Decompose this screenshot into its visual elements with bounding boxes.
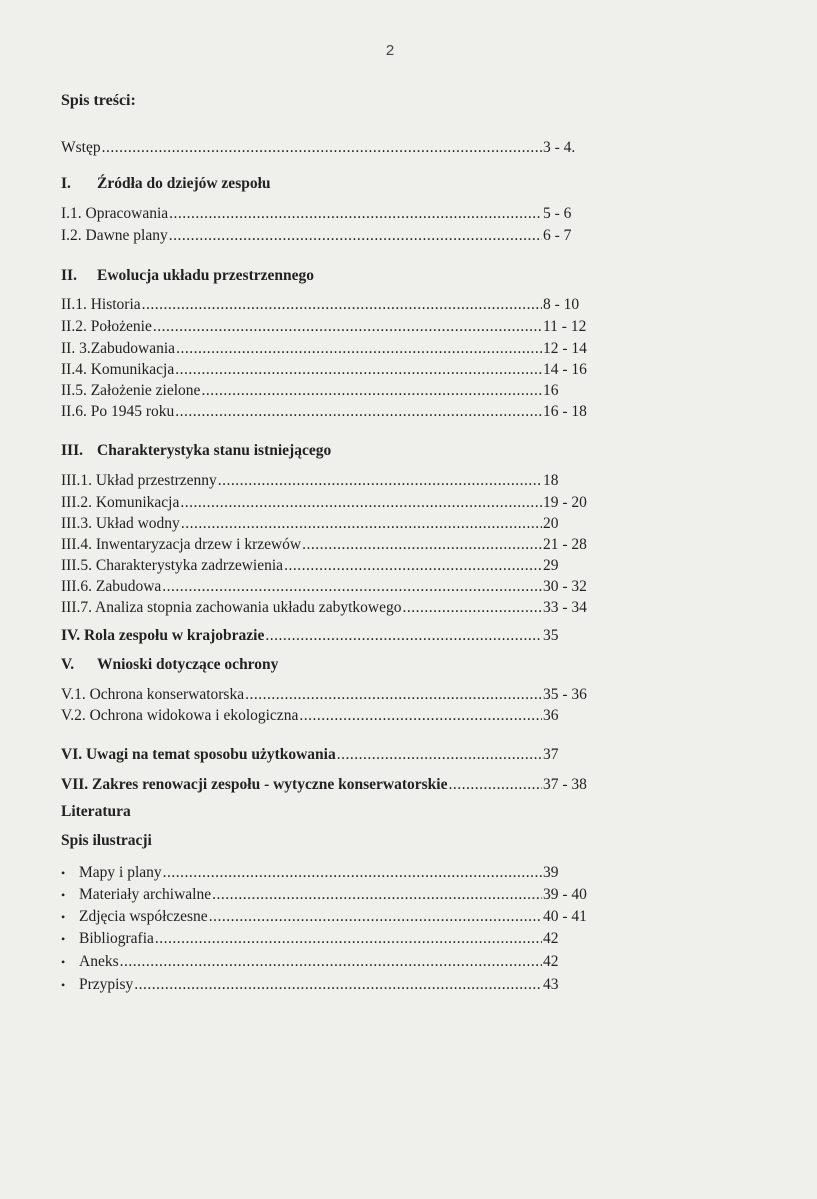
- bullet-icon: •: [61, 978, 66, 992]
- dot-leader: [337, 746, 542, 764]
- dot-leader: [201, 382, 542, 400]
- entry-pages: 36: [543, 707, 559, 724]
- entry-label: IV. Rola zespołu w krajobrazie: [61, 627, 265, 644]
- entry-label: I.2. Dawne plany: [61, 227, 168, 244]
- dot-leader: [175, 403, 542, 421]
- entry-label: II.2. Położenie: [61, 318, 152, 335]
- dot-leader: [169, 227, 542, 245]
- toc-entry: [61, 707, 599, 725]
- entry-label: III.5. Charakterystyka zadrzewienia: [61, 557, 284, 574]
- section-heading-2: [61, 267, 314, 285]
- toc-entry: [61, 205, 599, 223]
- entry-pages: 39 - 40: [543, 886, 587, 903]
- section-number: II.: [61, 267, 77, 284]
- entry-label: Przypisy: [79, 976, 134, 993]
- dot-leader: [284, 557, 542, 575]
- entry-pages: 42: [543, 930, 559, 947]
- entry-label: III.4. Inwentaryzacja drzew i krzewów: [61, 536, 302, 553]
- entry-label: VII. Zakres renowacji zespołu - wytyczne konserwatorskie: [61, 776, 448, 793]
- dot-leader: [153, 318, 542, 336]
- entry-label: V.1. Ochrona konserwatorska: [61, 686, 245, 703]
- list-item: [61, 908, 599, 926]
- toc-entry: [61, 340, 599, 358]
- toc-entry: [61, 296, 599, 314]
- dot-leader: [448, 776, 542, 794]
- toc-entry: [61, 227, 599, 245]
- toc-entry-intro: [61, 139, 599, 157]
- entry-pages: 21 - 28: [543, 536, 587, 553]
- toc-entry: [61, 494, 599, 512]
- entry-label: III.3. Układ wodny: [61, 515, 180, 532]
- entry-pages: 16: [543, 382, 559, 399]
- entry-label: II.1. Historia: [61, 296, 141, 313]
- entry-pages: 39: [543, 864, 559, 881]
- entry-label: Wstęp: [61, 139, 101, 156]
- list-item: [61, 886, 599, 904]
- toc-entry: [61, 557, 599, 575]
- toc-entry: [61, 382, 599, 400]
- literatura-heading: Literatura: [61, 803, 131, 820]
- dot-leader: [169, 205, 542, 223]
- dot-leader: [218, 472, 542, 490]
- entry-pages: 18: [543, 472, 559, 489]
- entry-label: V.2. Ochrona widokowa i ekologiczna: [61, 707, 299, 724]
- entry-pages: 6 - 7: [543, 227, 572, 244]
- entry-label: II.4. Komunikacja: [61, 361, 175, 378]
- entry-pages: 8 - 10: [543, 296, 580, 313]
- entry-label: II. 3.Zabudowania: [61, 340, 176, 357]
- toc-entry: [61, 403, 599, 421]
- entry-pages: 30 - 32: [543, 578, 587, 595]
- dot-leader: [265, 627, 542, 645]
- dot-leader: [212, 886, 542, 904]
- entry-label: Bibliografia: [79, 930, 154, 947]
- toc-entry: [61, 599, 599, 617]
- entry-label: II.5. Założenie zielone: [61, 382, 201, 399]
- entry-pages: 16 - 18: [543, 403, 587, 420]
- section-number: III.: [61, 442, 83, 459]
- section-title: Ewolucja układu przestrzennego: [97, 267, 314, 284]
- toc-entry: [61, 536, 599, 554]
- toc-entry: [61, 472, 599, 490]
- dot-leader: [245, 686, 542, 704]
- list-item: [61, 930, 599, 948]
- toc-entry-section-6: [61, 746, 599, 764]
- entry-label: VI. Uwagi na temat sposobu użytkowania: [61, 746, 336, 763]
- dot-leader: [162, 578, 542, 596]
- entry-pages: 40 - 41: [543, 908, 587, 925]
- entry-pages: 12 - 14: [543, 340, 587, 357]
- dot-leader: [175, 361, 542, 379]
- entry-pages: 37: [543, 746, 559, 763]
- dot-leader: [402, 599, 542, 617]
- dot-leader: [134, 976, 542, 994]
- entry-label: Zdjęcia współczesne: [79, 908, 208, 925]
- entry-pages: 37 - 38: [543, 776, 587, 793]
- illustrations-heading: Spis ilustracji: [61, 832, 152, 849]
- entry-label: II.6. Po 1945 roku: [61, 403, 175, 420]
- bullet-icon: •: [61, 888, 66, 902]
- dot-leader: [163, 864, 542, 882]
- entry-pages: 42: [543, 953, 559, 970]
- bullet-icon: •: [61, 955, 66, 969]
- entry-pages: 35 - 36: [543, 686, 587, 703]
- dot-leader: [102, 139, 542, 157]
- toc-entry: [61, 361, 599, 379]
- dot-leader: [142, 296, 542, 314]
- list-item: [61, 953, 599, 971]
- entry-label: III.2. Komunikacja: [61, 494, 180, 511]
- entry-label: Aneks: [79, 953, 119, 970]
- entry-label: III.7. Analiza stopnia zachowania układu zabytkowego: [61, 599, 402, 616]
- section-heading-1: [61, 175, 271, 193]
- list-item: [61, 864, 599, 882]
- dot-leader: [299, 707, 542, 725]
- dot-leader: [120, 953, 542, 971]
- entry-label: III.6. Zabudowa: [61, 578, 162, 595]
- toc-title: Spis treści:: [61, 92, 136, 109]
- toc-entry-section-4: [61, 627, 599, 645]
- entry-pages: 29: [543, 557, 559, 574]
- entry-label: I.1. Opracowania: [61, 205, 169, 222]
- toc-entry: [61, 578, 599, 596]
- list-item: [61, 976, 599, 994]
- section-number: I.: [61, 175, 71, 192]
- entry-pages: 14 - 16: [543, 361, 587, 378]
- entry-label: Mapy i plany: [79, 864, 162, 881]
- entry-pages: 5 - 6: [543, 205, 572, 222]
- entry-label: Materiały archiwalne: [79, 886, 212, 903]
- bullet-icon: •: [61, 932, 66, 946]
- entry-pages: 33 - 34: [543, 599, 587, 616]
- toc-entry: [61, 318, 599, 336]
- toc-entry: [61, 686, 599, 704]
- page-number: 2: [385, 42, 395, 59]
- section-heading-5: [61, 656, 278, 674]
- toc-entry: [61, 515, 599, 533]
- dot-leader: [302, 536, 542, 554]
- entry-pages: 35: [543, 627, 559, 644]
- toc-entry-section-7: [61, 776, 599, 794]
- entry-pages: 11 - 12: [543, 318, 587, 335]
- section-title: Wnioski dotyczące ochrony: [97, 656, 279, 673]
- dot-leader: [155, 930, 542, 948]
- dot-leader: [180, 494, 542, 512]
- dot-leader: [181, 515, 542, 533]
- dot-leader: [209, 908, 542, 926]
- entry-pages: 20: [543, 515, 559, 532]
- section-number: V.: [61, 656, 75, 673]
- entry-pages: 3 - 4.: [543, 139, 576, 156]
- entry-pages: 19 - 20: [543, 494, 587, 511]
- section-heading-3: [61, 442, 331, 460]
- section-title: Charakterystyka stanu istniejącego: [97, 442, 332, 459]
- bullet-icon: •: [61, 910, 66, 924]
- section-title: Źródła do dziejów zespołu: [97, 175, 271, 192]
- entry-pages: 43: [543, 976, 559, 993]
- bullet-icon: •: [61, 866, 66, 880]
- dot-leader: [176, 340, 542, 358]
- entry-label: III.1. Układ przestrzenny: [61, 472, 217, 489]
